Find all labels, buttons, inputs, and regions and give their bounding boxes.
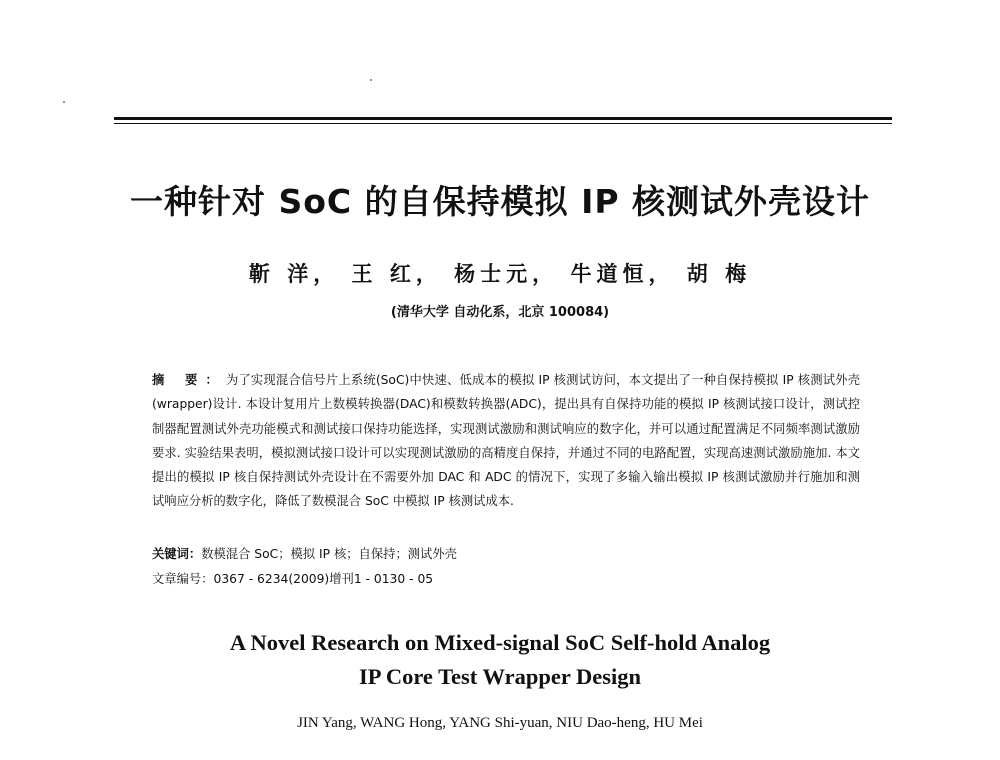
paper-title-chinese: 一种针对 SoC 的自保持模拟 IP 核测试外壳设计: [129, 182, 871, 221]
authors-chinese: 靳 洋， 王 红， 杨士元， 牛道恒， 胡 梅: [248, 261, 752, 286]
article-id-text: 0367 - 6234(2009)增刊1 - 0130 - 05: [213, 572, 434, 586]
affiliation-chinese: (清华大学 自动化系，北京 100084): [390, 305, 610, 320]
author-en: YANG Shi-yuan,: [449, 715, 553, 731]
author-en: WANG Hong,: [360, 715, 446, 731]
title-en-line-1: A Novel Research on Mixed-signal SoC Self-hold Analog: [229, 630, 771, 655]
keywords-label: 关键词：: [152, 547, 202, 561]
article-id-line: [152, 569, 433, 587]
abstract-chinese: [152, 368, 860, 514]
scan-speck: [370, 79, 372, 81]
abstract-label: 摘 要：: [152, 373, 226, 387]
author-en: NIU Dao-heng,: [556, 715, 650, 731]
abstract-text: 为了实现混合信号片上系统(SoC)中快速、低成本的模拟 IP 核测试访问，本文提出了一种自保持模拟 IP 核测试外壳(wrapper)设计. 本设计复用片上数模转换器(DAC)和模数转换器(ADC)，提出具有自保持功能的模拟 IP 核测试接口设计，测试控制器配置测试外壳功能模式和测试接口保持功能选择，实现测试激励和测试响应的数字化，并可以通过配置满足不同频率测试激励要求. 实验结果表明，模拟测试接口设计可以实现测试激励的高精度自保持，并通过不同的电路配置，实现高速测试激励施加. 本文提出的模拟 IP 核自保持测试外壳设计在不需要外加 DAC 和 ADC 的情况下，实现了多输入输出模拟 IP 核测试激励并行施加和测试响应分析的数字化，降低了数模混合 SoC 中模拟 IP 核测试成本.: [152, 373, 861, 509]
article-id-label: 文章编号：: [152, 572, 214, 586]
keywords-line: [152, 544, 457, 562]
paper-title-english: [0, 626, 1000, 694]
authors-english: [0, 715, 1000, 732]
header-rule-thin: [114, 123, 892, 124]
header-rule-thick: [114, 117, 892, 120]
author-en: JIN Yang,: [297, 715, 357, 731]
author-en: HU Mei: [653, 715, 703, 731]
keywords-text: 数模混合 SoC；模拟 IP 核；自保持；测试外壳: [201, 547, 457, 561]
scan-speck: [63, 101, 65, 103]
title-en-line-2: IP Core Test Wrapper Design: [358, 664, 642, 689]
